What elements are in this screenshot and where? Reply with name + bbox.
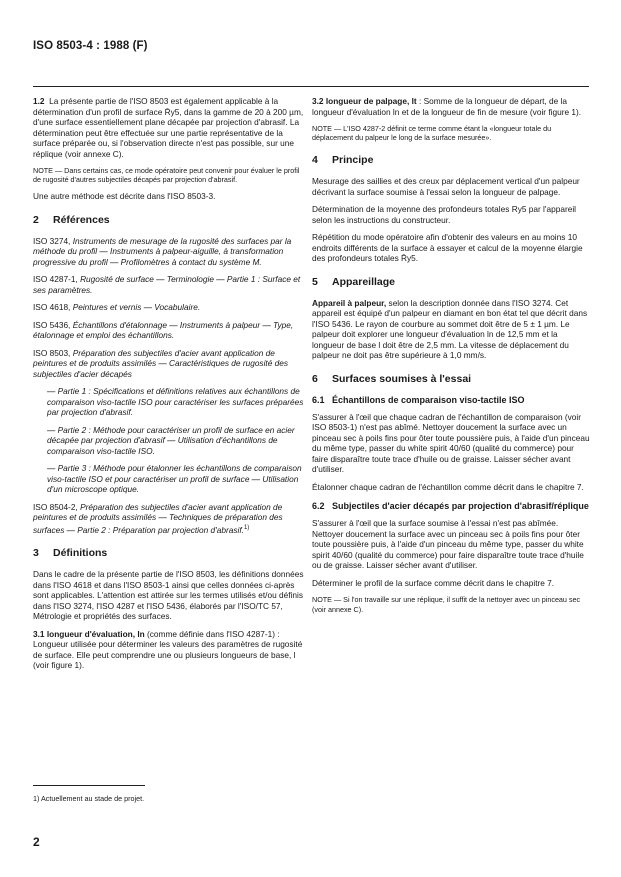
section-2-number: 2: [33, 213, 39, 226]
reference-code: ISO 4287-1,: [33, 274, 78, 285]
section-3-1-text: (comme définie dans l'ISO 4287-1) : Longueur utilisée pour déterminer les valeurs des paramètres de rugosité de surface. Elle peut comprendre une ou plusieurs longueurs de base, l (voir figure 1).: [33, 628, 303, 671]
section-3-text: Dans le cadre de la présente partie de l'ISO 8503, les définitions données dans l'ISO 4618 et dans l'ISO 8503-1 ainsi que celles données ci-après sont applicables. L'attention est attirée sur les termes utilisés et/ou définis dans l'ISO 3274, l'ISO 4287 et l'ISO 5436, élaborés par l'ISO/TC 57, Métrologie et propriétés des surfaces.: [33, 569, 304, 622]
reference-item: [33, 502, 309, 535]
section-5-number: 5: [312, 275, 318, 288]
reference-item: [33, 348, 309, 380]
reference-item: [33, 274, 309, 295]
reference-title: Préparation des subjectiles d'acier avant application de peintures et de produits assimilés — Techniques de préparation des surfaces — Partie 2 : Préparation par projection d'abrasif.: [33, 501, 283, 535]
section-3-2-term: 3.2 longueur de palpage, lt: [312, 96, 417, 106]
reference-item: [33, 320, 309, 341]
reference-part: [33, 463, 309, 495]
left-column: [33, 96, 309, 678]
section-3-title: Définitions: [53, 547, 108, 560]
section-6-2-paragraph: Déterminer le profil de la surface comme décrit dans le chapitre 7.: [312, 577, 555, 588]
section-4-heading: [312, 154, 590, 167]
section-5-lead: Appareil à palpeur,: [312, 297, 387, 308]
section-4-number: 4: [312, 154, 318, 167]
document-header: ISO 8503-4 : 1988 (F): [33, 40, 148, 52]
section-2-heading: [33, 214, 309, 227]
reference-part-text: — Partie 3 : Méthode pour étalonner les échantillons de comparaison viso-tactile ISO et pour caractériser un profil de surface — Utilisation d'un microscope optique.: [47, 463, 302, 495]
section-6-2-note: NOTE — Si l'on travaille sur une réplique, il suffit de la nettoyer avec un pinceau sec (voir annexe C).: [312, 595, 581, 614]
reference-part-text: — Partie 1 : Spécifications et définitions relatives aux échantillons de comparaison viso-tactile ISO pour caractériser les surfaces préparées par projection d'abrasif.: [47, 386, 304, 418]
section-6-number: 6: [312, 372, 318, 385]
header-rule: [33, 86, 589, 87]
reference-code: ISO 4618,: [33, 302, 71, 313]
reference-title: Rugosité de surface — Terminologie — Partie 1 : Surface et ses paramètres.: [33, 274, 301, 295]
section-1-2-other-method: Une autre méthode est décrite dans l'ISO 8503-3.: [33, 191, 216, 202]
section-3-1: [33, 629, 309, 671]
footnote-marker: 1): [243, 524, 250, 531]
reference-part: [33, 386, 309, 418]
section-4-paragraph: Répétition du mode opératoire afin d'obtenir des valeurs en au moins 10 endroits différents de la surface à essayer et calcul de la moyenne élargie des profondeurs totales R̄y5.: [312, 232, 583, 264]
reference-title: Instruments de mesurage de la rugosité des surfaces par la méthode du profil — Instruments à palpeur-aiguille, à transformation progressive du profil — Profilomètres à contact du système M.: [33, 235, 292, 267]
section-4-paragraph: Mesurage des saillies et des creux par déplacement vertical d'un palpeur décrivant la surface soumise à l'essai selon la longueur de palpage.: [312, 176, 580, 197]
section-6-1-title: Échantillons de comparaison viso-tactile ISO: [332, 394, 525, 405]
section-6-2-heading: [312, 501, 590, 512]
section-5-heading: [312, 276, 590, 289]
reference-item: [33, 236, 309, 268]
section-6-1-paragraph: Étalonner chaque cadran de l'échantillon comme décrit dans le chapitre 7.: [312, 481, 584, 492]
section-1-2-number: 1.2: [33, 96, 45, 106]
section-1-2: [33, 96, 309, 159]
section-1-2-note: NOTE — Dans certains cas, ce mode opératoire peut convenir pour évaluer le profil de rugosité d'autres subjectiles décapés par projection d'abrasif.: [33, 166, 300, 185]
reference-code: ISO 5436,: [33, 319, 71, 330]
reference-code: ISO 8503,: [33, 347, 71, 358]
section-6-2-title: Subjectiles d'acier décapés par projection d'abrasif/réplique: [332, 501, 589, 512]
section-6-2-number: 6.2: [312, 501, 325, 512]
section-1-2-text: La présente partie de l'ISO 8503 est également applicable à la détermination d'un profil de surface R̄y5, dans la gamme de 20 à 200 µm, d'une surface essentiellement plane décapée par projection d'abrasif. La détermination peut être effectuée sur une partie représentative de la surface préparée ou, si l'observation directe n'est pas possible, sur une réplique (voir annexe C).: [33, 96, 304, 159]
section-6-heading: [312, 373, 590, 386]
section-3-1-term: 3.1 longueur d'évaluation, ln: [33, 628, 145, 639]
section-3-2-note: NOTE — L'ISO 4287-2 définit ce terme comme étant la «longueur totale du déplacement du palpeur le long de la surface mesurée».: [312, 124, 552, 143]
reference-title: Échantillons d'étalonnage — Instruments à palpeur — Type, étalonnage et emploi des échantillons.: [33, 319, 294, 341]
section-3-2: [312, 96, 590, 117]
section-5-body: selon la description donnée dans l'ISO 3274. Cet appareil est équipé d'un palpeur en diamant en bon état tel que décrit dans l'ISO 5436. Le rayon de courbure au sommet doit être de 5 ± 1 µm. Le palpeur doit explorer une longueur d'évaluation ln de 12,5 mm et la longueur de base l doit être de 2,5 mm. La vitesse de déplacement du palpeur ne doit pas être supérieure à 1,0 mm/s.: [312, 297, 588, 361]
section-6-1-paragraph: S'assurer à l'œil que chaque cadran de l'échantillon de comparaison (voir ISO 8503-1) n'est pas abîmé. Nettoyer doucement la surface avec un pinceau sec à poils fins pour ôter toute poussière puis, à l'aide d'un pinceau du même type, passer du white spirit 40/60 (qualité du commerce) pour faire disparaître toute trace d'huile ou de graisse. Laisser sécher avant d'utiliser.: [312, 411, 590, 475]
reference-title: Préparation des subjectiles d'acier avant application de peintures et de produits assimilés — Caractéristiques de rugosité des subjectiles d'acier décapés: [33, 347, 289, 379]
reference-code: ISO 8504-2,: [33, 501, 78, 512]
footnote-rule: [33, 785, 145, 786]
section-5-text: [312, 298, 590, 361]
section-4-title: Principe: [332, 154, 374, 167]
section-6-2-paragraph: S'assurer à l'œil que la surface soumise à l'essai n'est pas abîmée. Nettoyer doucement la surface avec un pinceau sec à poils fins pour ôter toute poussière puis, à l'aide d'un pinceau du même type, passer du white spirit 40/60 (qualité du commerce) pour faire disparaître toute trace d'huile ou de graisse. Laisser sécher avant d'utiliser.: [312, 518, 584, 571]
reference-title: Peintures et vernis — Vocabulaire.: [72, 302, 201, 313]
reference-part: [33, 425, 309, 457]
section-4-paragraph: Détermination de la moyenne des profondeurs totales Ry5 par l'appareil selon les instructions du constructeur.: [312, 204, 577, 225]
section-2-title: Références: [53, 213, 110, 226]
reference-code: ISO 3274,: [33, 235, 71, 246]
section-3-2-text: : Somme de la longueur de départ, de la longueur d'évaluation ln et de la longueur de fin de mesure (voir figure 1).: [312, 96, 582, 117]
reference-part-text: — Partie 2 : Méthode pour caractériser un profil de surface en acier décapée par projection d'abrasif — Utilisation d'échantillons de comparaison viso-tactile ISO.: [47, 424, 295, 456]
section-6-1-number: 6.1: [312, 394, 325, 405]
section-5-title: Appareillage: [332, 275, 396, 288]
right-column: [312, 96, 590, 621]
section-6-title: Surfaces soumises à l'essai: [332, 372, 472, 385]
section-6-1-heading: [312, 395, 590, 406]
section-3-heading: [33, 547, 309, 560]
section-3-number: 3: [33, 547, 39, 560]
reference-item: [33, 302, 309, 313]
footnote: 1) Actuellement au stade de projet.: [33, 794, 145, 803]
page-number: 2: [33, 835, 40, 849]
